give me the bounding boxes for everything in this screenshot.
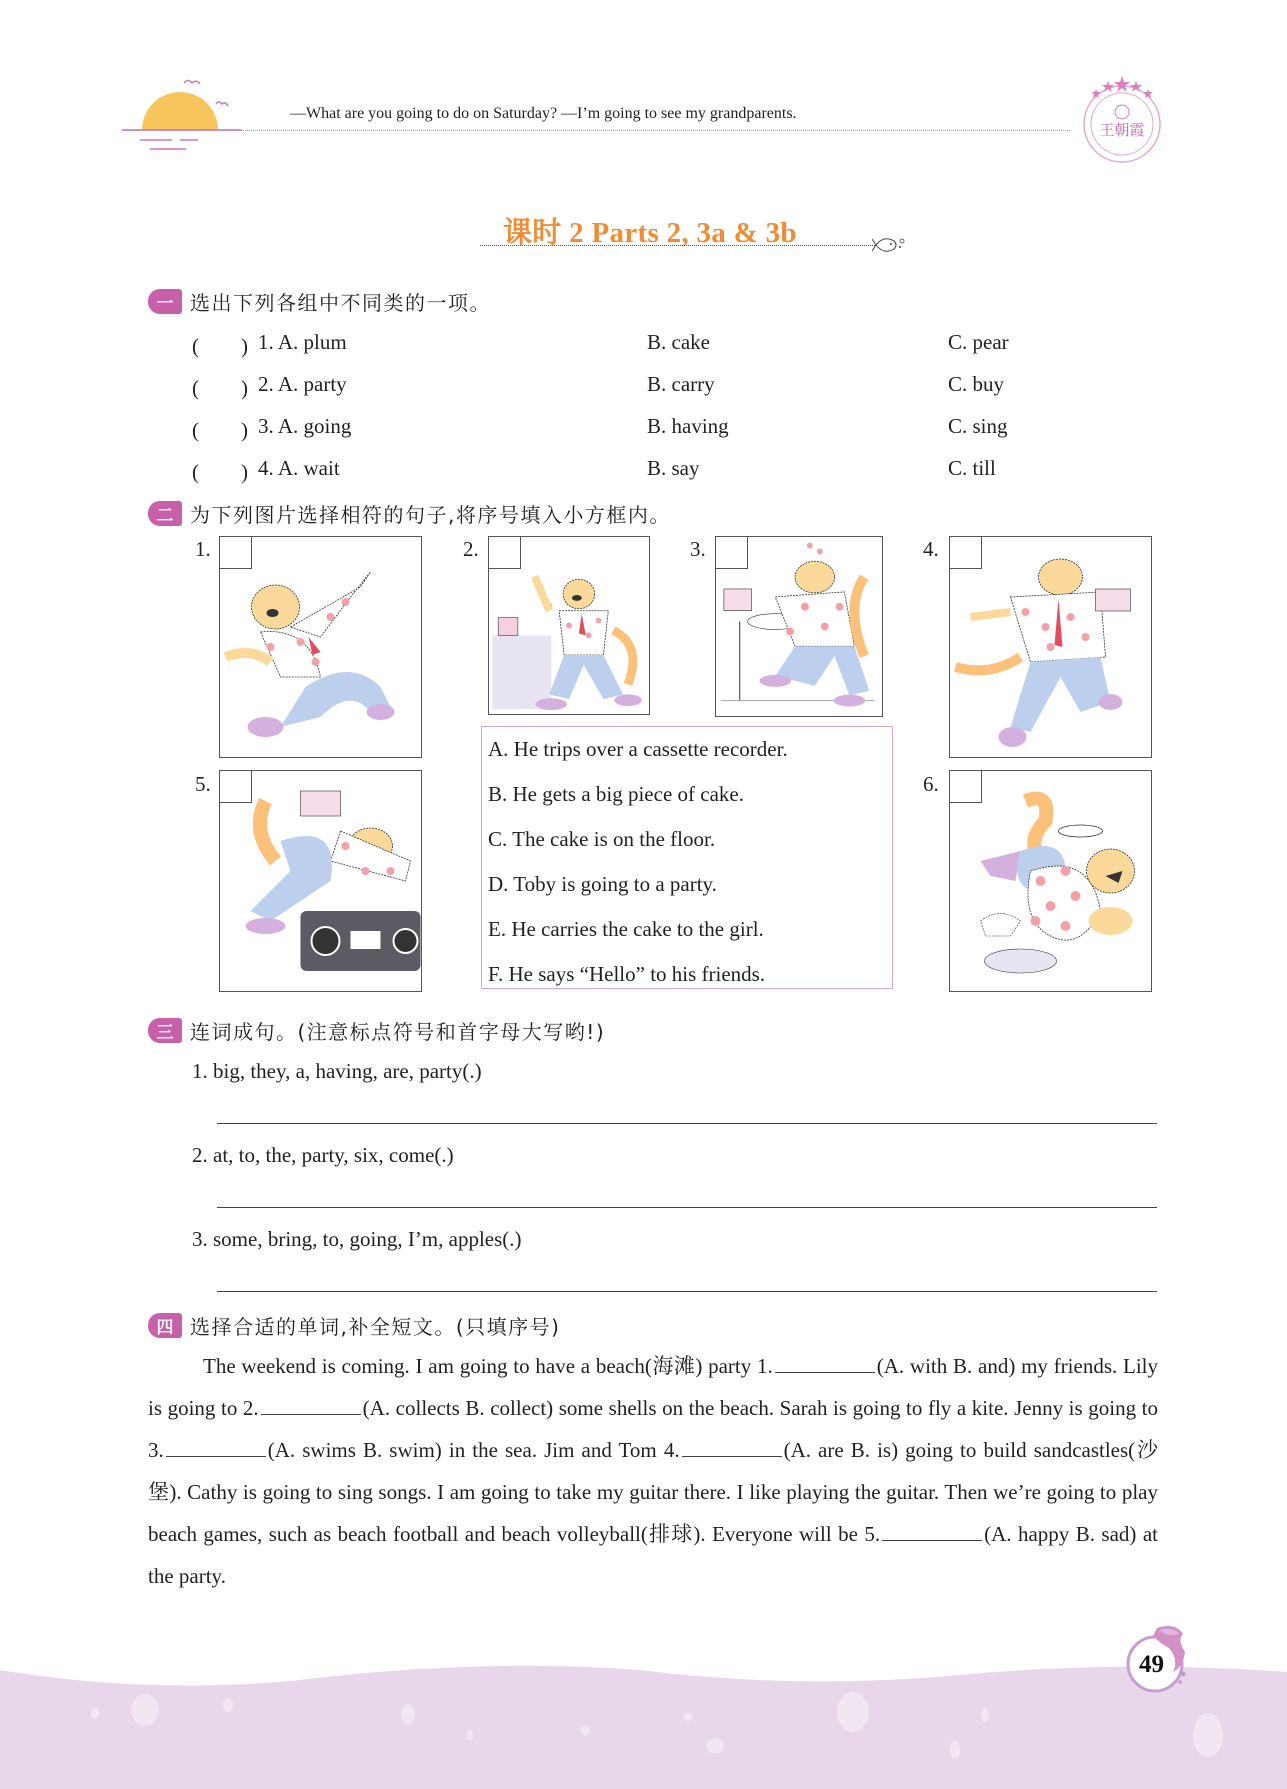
option-c: C. pear [948,330,1009,354]
passage-segment: (A. swims B. swim) in the sea. Jim and Tom 4. [267,1438,680,1462]
answer-paren[interactable]: ( ) [192,376,248,400]
question-row [192,372,1062,402]
answer-paren[interactable]: ( ) [192,334,248,358]
part1-heading [148,287,491,316]
passage-segment: The weekend is coming. I am going to have a beach(海滩) party 1. [203,1354,773,1378]
sentence-option-c: C. The cake is on the floor. [488,827,716,851]
passage-segment: (A. happy B. sad) at the party. [148,1522,1158,1588]
sentence-scramble-item: 2. at, to, the, party, six, come(.) [192,1143,454,1167]
question-row [192,330,1062,360]
brand-seal-icon [1078,72,1166,168]
part1-instruction: 选出下列各组中不同类的一项。 [190,291,491,315]
part3-instruction: 连词成句。(注意标点符号和首字母大写哟!) [190,1020,606,1044]
part4-instruction: 选择合适的单词,补全短文。(只填序号) [190,1315,561,1339]
sentence-option-b: B. He gets a big piece of cake. [488,782,744,806]
picture-label: 1. [195,537,211,561]
sunset-icon [122,70,242,160]
blank-2[interactable] [261,1397,361,1415]
tiger-running-illustration [220,537,421,757]
part2-badge: 二 [148,501,182,526]
header-dialogue: —What are you going to do on Saturday? —I’m going to see my grandparents. [290,105,797,122]
answer-box[interactable] [219,770,252,803]
part4-badge: 四 [148,1313,182,1338]
option-b: B. carry [647,372,715,396]
answer-box[interactable] [949,770,982,803]
question-row [192,414,1062,444]
picture-4 [949,536,1152,758]
cloze-passage [148,1345,1158,1597]
page-number: 49 [1139,1651,1164,1678]
fish-icon [872,233,908,257]
sentence-option-d: D. Toby is going to a party. [488,872,717,896]
part4-heading [148,1311,560,1340]
picture-6 [949,770,1152,992]
picture-label: 2. [463,537,479,561]
question-row [192,456,1062,486]
tiger-tripping-illustration [220,771,421,991]
option-a: 4. A. wait [258,456,340,480]
answer-box[interactable] [949,536,982,569]
header-divider [122,130,1070,131]
tiger-carrying-cake-illustration [950,537,1151,757]
passage-segment: (A. are B. is) going to build sandcastles(沙堡). Cathy is going to sing songs. I am going to take my guitar there. I like playing the guitar. Then we’re going to play beach games, such as beach football and beach volleyball(排球). Everyone will be 5. [148,1438,1158,1546]
part3-badge: 三 [148,1018,182,1043]
lesson-title-underline [480,245,875,246]
answer-line[interactable] [217,1207,1157,1208]
passage-segment: (A. collects B. collect) some shells on the beach. Sarah is going to fly a kite. Jenny is going to 3. [148,1396,1158,1462]
answer-line[interactable] [217,1291,1157,1292]
option-a: 3. A. going [258,414,352,438]
picture-5 [219,770,422,992]
option-c: C. sing [948,414,1008,438]
option-c: C. buy [948,372,1005,396]
sentence-scramble-item: 1. big, they, a, having, are, party(.) [192,1059,482,1083]
sentence-option-a: A. He trips over a cassette recorder. [488,737,788,761]
part2-instruction: 为下列图片选择相符的句子,将序号填入小方框内。 [190,503,671,527]
answer-box[interactable] [219,536,252,569]
answer-paren[interactable]: ( ) [192,460,248,484]
option-c: C. till [948,456,996,480]
lesson-title: 课时 2 Parts 2, 3a & 3b [503,217,797,249]
sentence-option-e: E. He carries the cake to the girl. [488,917,764,941]
answer-paren[interactable]: ( ) [192,418,248,442]
svg-text:王朝霞: 王朝霞 [1099,121,1145,139]
sentence-options-box [481,726,893,989]
tiger-cake-on-floor-illustration [950,771,1151,991]
blank-1[interactable] [775,1355,875,1373]
footer-wave-decoration [0,1650,1287,1789]
answer-line[interactable] [217,1123,1157,1124]
blank-5[interactable] [882,1523,982,1541]
part2-heading [148,499,671,528]
picture-label: 5. [195,772,211,796]
option-b: B. cake [647,330,710,354]
part1-badge: 一 [148,289,182,314]
sentence-scramble-item: 3. some, bring, to, going, I’m, apples(.) [192,1227,522,1251]
option-b: B. say [647,456,700,480]
picture-label: 3. [690,537,706,561]
blank-3[interactable] [166,1439,266,1457]
answer-box[interactable] [488,536,521,569]
picture-1 [219,536,422,758]
blank-4[interactable] [682,1439,782,1457]
picture-2 [488,536,650,715]
option-a: 1. A. plum [258,330,347,354]
option-a: 2. A. party [258,372,347,396]
option-b: B. having [647,414,729,438]
picture-label: 4. [923,537,939,561]
picture-label: 6. [923,772,939,796]
answer-box[interactable] [715,536,748,569]
part3-heading [148,1016,605,1045]
sentence-option-f: F. He says “Hello” to his friends. [488,962,766,986]
picture-3 [715,536,883,717]
passage-segment: (A. with B. and) my friends. Lily is going to 2. [148,1354,1158,1420]
